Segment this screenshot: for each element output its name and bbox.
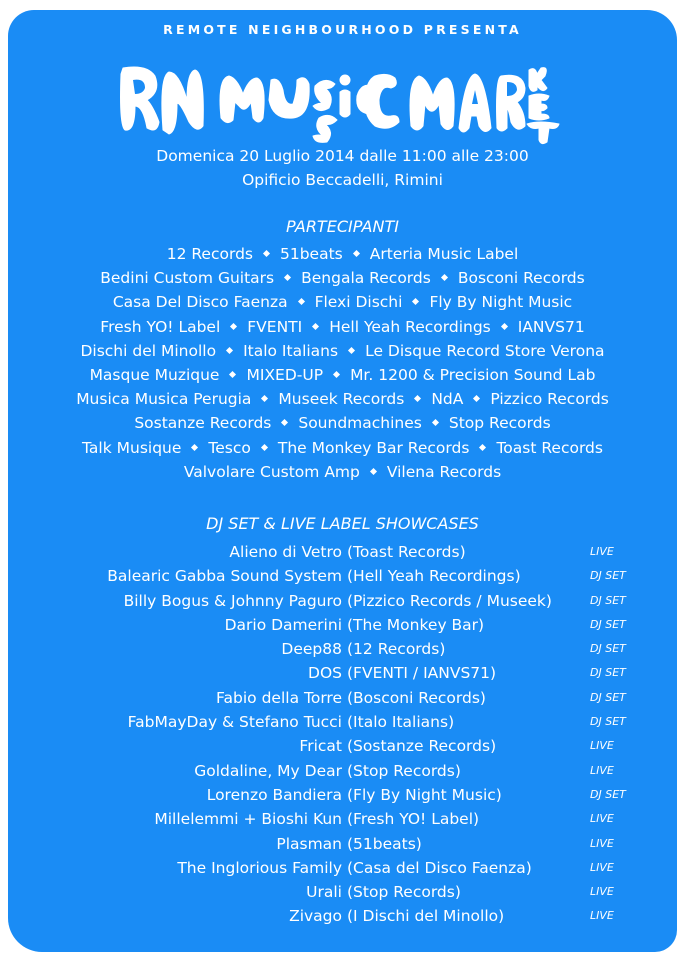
participant-name: Masque Muzique (89, 365, 220, 384)
showcase-artist: Millelemmi + Bioshi Kun (154, 810, 342, 829)
participant-name: Sostanze Records (134, 414, 272, 433)
diamond-separator-icon (298, 298, 305, 305)
showcase-type: LIVE (590, 909, 614, 923)
showcase-artist: Zivago (289, 907, 342, 926)
showcase-row (8, 564, 677, 588)
showcase-type: DJ SET (590, 690, 626, 704)
showcase-row (8, 807, 677, 831)
participant-name: Musica Musica Perugia (76, 390, 252, 409)
diamond-separator-icon (263, 250, 270, 257)
showcase-artist: FabMayDay & Stefano Tucci (127, 713, 342, 732)
showcase-row (8, 710, 677, 734)
showcase-artist: Fabio della Torre (216, 688, 342, 707)
showcase-type: DJ SET (590, 593, 626, 607)
event-title-lettering (113, 56, 573, 146)
poster (8, 10, 677, 952)
participant-name: MIXED-UP (246, 365, 324, 384)
participant-name: The Monkey Bar Records (277, 438, 470, 457)
showcase-type: LIVE (590, 836, 614, 850)
showcase-label: (FVENTI / IANVS71) (347, 664, 497, 683)
showcase-artist: Billy Bogus & Johnny Paguro (123, 591, 342, 610)
diamond-separator-icon (284, 274, 291, 281)
showcase-type: DJ SET (590, 617, 626, 631)
showcase-label: (Casa del Disco Faenza) (347, 858, 532, 877)
participant-name: Bengala Records (301, 269, 431, 288)
participants-row (8, 387, 677, 411)
diamond-separator-icon (414, 395, 421, 402)
showcase-row (8, 880, 677, 904)
showcase-artist: DOS (308, 664, 342, 683)
participants-row (8, 460, 677, 484)
showcase-label: (The Monkey Bar) (347, 615, 485, 634)
showcase-label: (Hell Yeah Recordings) (347, 567, 521, 586)
diamond-separator-icon (191, 443, 198, 450)
participants-row (8, 290, 677, 314)
showcase-row (8, 783, 677, 807)
diamond-separator-icon (370, 468, 377, 475)
showcase-label: (Bosconi Records) (347, 688, 486, 707)
showcase-label: (Toast Records) (347, 543, 466, 561)
participant-name: Talk Musique (82, 438, 182, 457)
diamond-separator-icon (473, 395, 480, 402)
diamond-separator-icon (226, 347, 233, 354)
showcase-row (8, 589, 677, 613)
showcase-row (8, 904, 677, 928)
showcase-row (8, 832, 677, 856)
participant-name: Museek Records (278, 390, 405, 409)
participants-list (8, 242, 677, 484)
diamond-separator-icon (261, 443, 268, 450)
participant-name: Tesco (208, 438, 251, 457)
showcase-type: LIVE (590, 860, 614, 874)
showcase-type: DJ SET (590, 787, 626, 801)
participant-name: Vilena Records (386, 462, 502, 481)
diamond-separator-icon (230, 323, 237, 330)
showcases-heading: DJ SET & LIVE LABEL SHOWCASES (206, 514, 479, 533)
participant-name: Pizzico Records (490, 390, 609, 409)
participant-name: Le Disque Record Store Verona (365, 341, 605, 360)
event-venue: Opificio Beccadelli, Rimini (242, 171, 443, 189)
participant-name: Hell Yeah Recordings (329, 317, 491, 336)
showcase-type: DJ SET (590, 715, 626, 729)
participant-name: Dischi del Minollo (80, 341, 217, 360)
showcase-label: (51beats) (347, 834, 422, 853)
event-title-logo (8, 56, 677, 146)
showcase-label: (I Dischi del Minollo) (347, 907, 505, 926)
diamond-separator-icon (432, 419, 439, 426)
participant-name: Italo Italians (243, 341, 339, 360)
diamond-separator-icon (312, 323, 319, 330)
showcase-label: (Italo Italians) (347, 713, 455, 732)
participants-row (8, 266, 677, 290)
participant-name: Fresh YO! Label (100, 317, 221, 336)
diamond-separator-icon (333, 371, 340, 378)
diamond-separator-icon (353, 250, 360, 257)
showcase-label: (Fresh YO! Label) (347, 810, 480, 829)
showcase-type: LIVE (590, 812, 614, 826)
showcase-artist: The Inglorious Family (177, 858, 342, 877)
diamond-separator-icon (479, 443, 486, 450)
showcase-artist: Goldaline, My Dear (194, 761, 342, 780)
showcase-type: LIVE (590, 739, 614, 753)
participants-row (8, 363, 677, 387)
showcase-type: DJ SET (590, 569, 626, 583)
participants-row (8, 339, 677, 363)
showcase-row (8, 613, 677, 637)
participant-name: Flexi Dischi (314, 293, 403, 312)
diamond-separator-icon (412, 298, 419, 305)
showcase-artist: Dario Damerini (224, 615, 342, 634)
participants-row (8, 436, 677, 460)
showcase-artist: Fricat (299, 737, 342, 756)
showcase-type: LIVE (590, 885, 614, 899)
participant-name: Mr. 1200 & Precision Sound Lab (350, 365, 596, 384)
participant-name: IANVS71 (517, 317, 585, 336)
participant-name: Fly By Night Music (429, 293, 573, 312)
showcase-row (8, 759, 677, 783)
participant-name: Arteria Music Label (369, 245, 519, 263)
showcase-row (8, 637, 677, 661)
showcase-label: (Stop Records) (347, 761, 461, 780)
participant-name: Bedini Custom Guitars (100, 269, 275, 288)
showcase-type: LIVE (590, 545, 614, 558)
participant-name: Casa Del Disco Faenza (112, 293, 288, 312)
participant-name: FVENTI (247, 317, 303, 336)
showcase-artist: Balearic Gabba Sound System (107, 567, 342, 586)
participant-name: Toast Records (496, 438, 603, 457)
diamond-separator-icon (261, 395, 268, 402)
diamond-separator-icon (281, 419, 288, 426)
diamond-separator-icon (348, 347, 355, 354)
showcase-artist: Deep88 (281, 640, 342, 659)
participant-name: Soundmachines (298, 414, 422, 433)
participants-heading: PARTECIPANTI (286, 217, 399, 236)
showcase-type: LIVE (590, 763, 614, 777)
participant-name: 51beats (279, 245, 343, 263)
participant-name: Stop Records (448, 414, 551, 433)
showcase-artist: Lorenzo Bandiera (206, 785, 342, 804)
participant-name: Bosconi Records (457, 269, 585, 288)
showcase-artist: Urali (306, 883, 342, 902)
showcase-row (8, 686, 677, 710)
showcase-label: (Fly By Night Music) (347, 785, 502, 804)
diamond-separator-icon (501, 323, 508, 330)
showcase-type: DJ SET (590, 642, 626, 656)
showcase-row (8, 734, 677, 758)
showcase-label: (Stop Records) (347, 883, 461, 902)
diamond-separator-icon (441, 274, 448, 281)
participants-row (8, 315, 677, 339)
event-date: Domenica 20 Luglio 2014 dalle 11:00 alle 23:00 (156, 147, 529, 165)
showcase-type: DJ SET (590, 666, 626, 680)
showcase-artist: Alieno di Vetro (229, 543, 342, 561)
participants-row (8, 411, 677, 435)
participant-name: 12 Records (166, 245, 253, 263)
showcase-artist: Plasman (276, 834, 342, 853)
participant-name: Valvolare Custom Amp (183, 462, 360, 481)
showcase-label: (Pizzico Records / Museek) (347, 591, 552, 610)
showcase-row (8, 661, 677, 685)
showcase-row (8, 856, 677, 880)
participants-row (8, 242, 677, 266)
participant-name: NdA (431, 390, 464, 409)
presenter-line: REMOTE NEIGHBOURHOOD PRESENTA (163, 22, 522, 37)
showcase-label: (Sostanze Records) (347, 737, 497, 756)
showcase-row (8, 540, 677, 564)
showcases-list (8, 540, 677, 929)
showcase-label: (12 Records) (347, 640, 446, 659)
diamond-separator-icon (229, 371, 236, 378)
